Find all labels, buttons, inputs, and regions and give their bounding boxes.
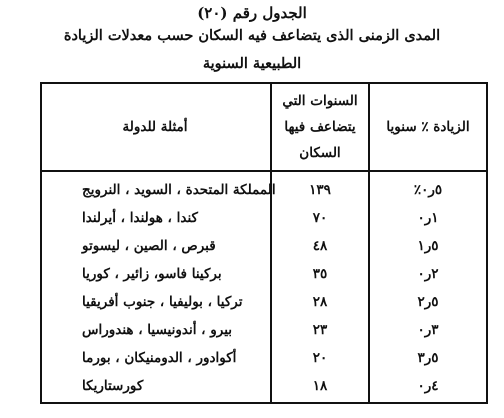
cell-examples: بيرو ، أندونيسيا ، هندوراس bbox=[82, 322, 233, 338]
table-row bbox=[42, 288, 486, 316]
table-row bbox=[42, 232, 486, 260]
cell-rate: ٥ر٣ bbox=[417, 350, 439, 366]
table-row bbox=[42, 316, 486, 344]
cell-years: ٣٥ bbox=[312, 266, 328, 282]
cell-years: ٧٠ bbox=[312, 210, 328, 226]
table-title: الجدول رقم (٢٠) bbox=[197, 4, 307, 22]
table-row bbox=[42, 204, 486, 232]
cell-rate: ٣ر٠ bbox=[417, 322, 439, 338]
header-divider bbox=[42, 170, 486, 172]
header-rate: الزيادة ٪ سنويا bbox=[386, 119, 470, 135]
table-row bbox=[42, 260, 486, 288]
cell-years: ٢٠ bbox=[312, 350, 328, 366]
header-years: السنوات التي يتضاعف فيها السكان bbox=[282, 93, 358, 161]
cell-examples: قبرص ، الصين ، ليسوتو bbox=[82, 238, 216, 254]
cell-rate: ٤ر٠ bbox=[417, 378, 439, 394]
table-row bbox=[42, 176, 486, 204]
table-subtitle-line-2: الطبيعية السنوية bbox=[202, 55, 302, 72]
table-row bbox=[42, 372, 486, 400]
cell-examples: تركيا ، بوليفيا ، جنوب أفريقيا bbox=[82, 294, 243, 310]
cell-examples: أكوادور ، الدومنيكان ، بورما bbox=[82, 350, 237, 366]
table-subtitle-line-1: المدى الزمنى الذى يتضاعف فيه السكان حسب معدلات الزيادة bbox=[63, 27, 441, 44]
cell-examples: كورستاريكا bbox=[82, 378, 144, 394]
cell-examples: بركينا فاسو، زائير ، كوريا bbox=[82, 266, 222, 282]
cell-years: ٢٨ bbox=[312, 294, 328, 310]
cell-examples: المملكة المتحدة ، السويد ، النرويج bbox=[82, 182, 276, 198]
cell-years: ٤٨ bbox=[312, 238, 328, 254]
cell-examples: كندا ، هولندا ، أيرلندا bbox=[82, 210, 198, 226]
cell-years: ١٣٩ bbox=[309, 182, 331, 198]
cell-rate: ١ر٠ bbox=[417, 210, 439, 226]
cell-rate: ٥ر٠٪ bbox=[413, 182, 443, 198]
table-row bbox=[42, 344, 486, 372]
header-examples: أمثلة للدولة bbox=[122, 119, 188, 135]
cell-years: ١٨ bbox=[312, 378, 328, 394]
population-doubling-table bbox=[40, 82, 488, 404]
cell-rate: ٥ر٢ bbox=[417, 294, 439, 310]
cell-years: ٢٣ bbox=[312, 322, 328, 338]
cell-rate: ٥ر١ bbox=[417, 238, 439, 254]
cell-rate: ٢ر٠ bbox=[417, 266, 439, 282]
